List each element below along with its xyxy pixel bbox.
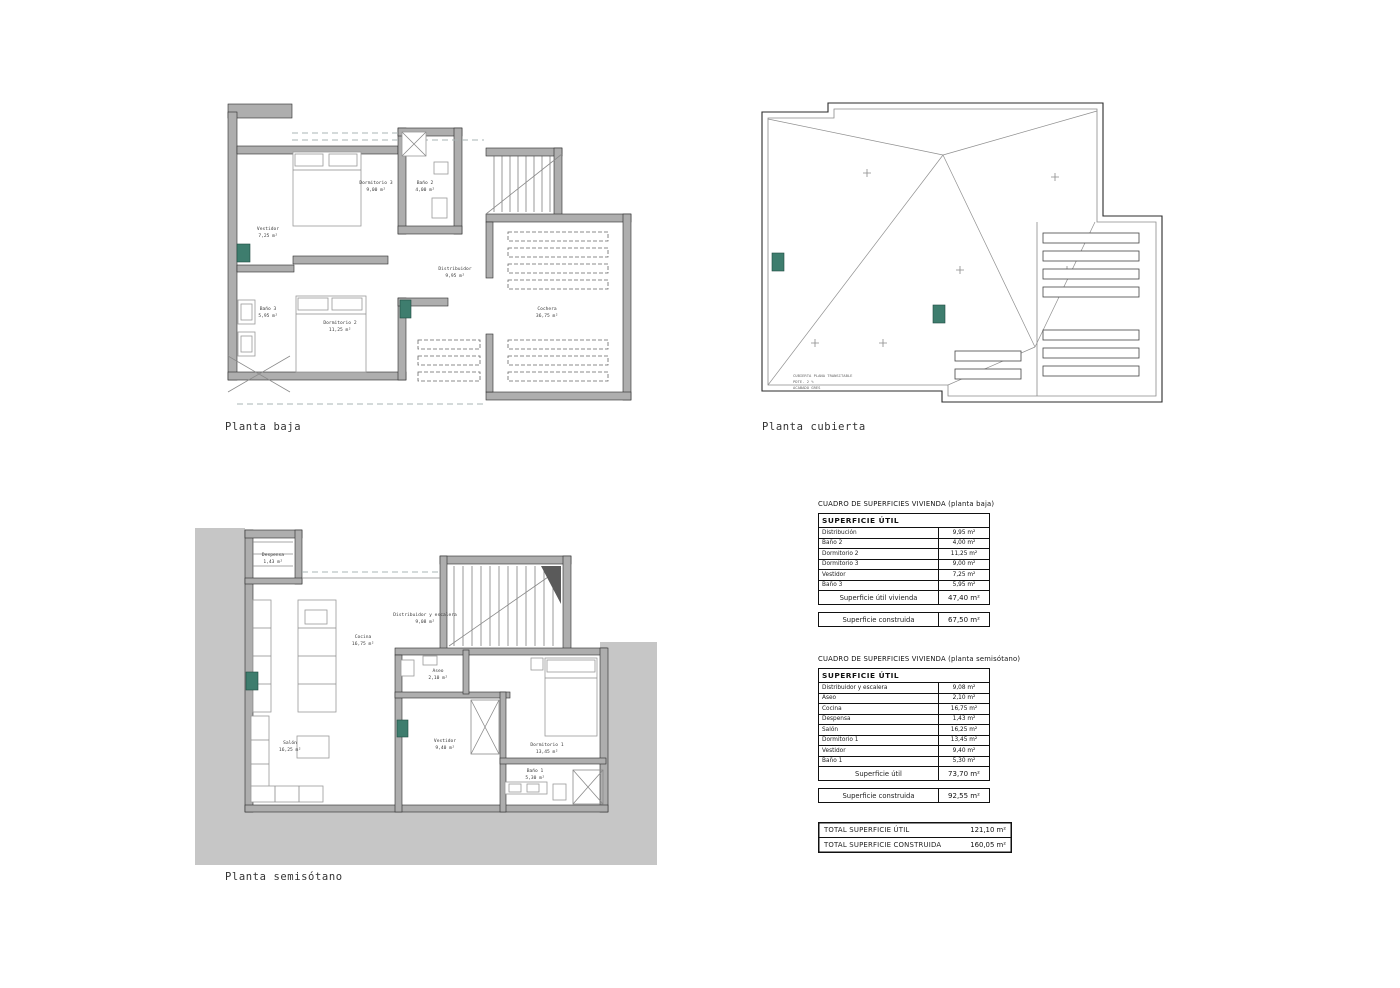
table-row [819,549,989,560]
table-body [819,683,989,766]
table-row-value: 5,95 m² [938,581,989,591]
table-row-value: 5,30 m² [938,757,989,767]
table-row-label: Baño 2 [822,540,843,547]
table-row-value: 9,00 m² [938,560,989,570]
table-row [819,838,1011,852]
room-label: Baño 3 [259,307,277,312]
roof-note-line: ACABADO GRES [793,385,821,390]
table-row-label: Salón [822,726,839,733]
room-area: 9,40 m² [435,746,455,751]
terrace-edge-dashes [302,572,440,578]
room-label: Salón [283,741,297,746]
table-row [819,715,989,726]
room-label: Dormitorio 1 [530,743,564,748]
room-label: Dormitorio 3 [359,181,393,186]
totals-table [818,822,1012,853]
table-header: SUPERFICIE ÚTIL [819,514,989,528]
table-row [819,581,989,591]
table-row [819,683,989,694]
table-total-row [819,590,989,604]
table-row [819,725,989,736]
room-label: Vestidor [256,227,280,232]
built-value: 92,55 m² [938,789,989,802]
roof-note-line: PDTE. 2 % [793,379,814,384]
built-value: 67,50 m² [938,613,989,626]
room-area: 5,95 m² [258,314,278,319]
room-label: Dormitorio 2 [323,321,357,326]
built-label: Superficie construida [842,791,915,800]
room-area: 1,43 m² [263,560,283,565]
table-row-value: 16,25 m² [938,725,989,735]
superficie-construida-table [818,612,990,627]
built-label: Superficie construida [842,615,915,624]
room-area: 7,25 m² [258,234,278,239]
room-area: 9,00 m² [366,188,386,193]
room-area: 9,95 m² [445,274,465,279]
table-row-label: Distribución [822,529,857,536]
roof-note-line: CUBIERTA PLANA TRANSITABLE [793,373,853,378]
superficie-construida-table [818,788,990,803]
room-area: 11,25 m² [328,328,352,333]
table-row-label: TOTAL SUPERFICIE CONSTRUIDA [824,841,942,849]
room-label: Cochera [537,307,557,312]
total-value: 73,70 m² [938,767,989,780]
table-row-label: Aseo [822,695,837,702]
table-row-label: Dormitorio 2 [822,550,859,557]
table-total-row [819,766,989,780]
stairs-icon [486,154,562,214]
table-row-value: 121,10 m² [970,826,1006,834]
superficie-util-table [818,513,990,605]
table-row [819,613,989,626]
table-row-label: Vestidor [822,571,846,578]
table-row-value: 11,25 m² [938,549,989,559]
table-row-value: 9,08 m² [938,683,989,693]
pergola-slats [418,232,608,381]
table-row-value: 7,25 m² [938,570,989,580]
table-row-label: Distribuidor y escalera [822,684,888,691]
room-area: 5,30 m² [525,776,545,781]
room-label: Baño 1 [526,769,544,774]
room-area: 13,45 m² [535,750,559,755]
room-label: Despensa [261,553,285,558]
room-label: Baño 2 [416,181,434,186]
surface-table-planta-semisotano [818,655,1021,803]
caption-planta-baja: Planta baja [225,421,302,433]
surface-table-planta-baja [818,500,995,627]
table-row-value: 4,00 m² [938,539,989,549]
table-row [819,823,1011,838]
floorplan-planta-baja [225,98,635,416]
total-label: Superficie útil vivienda [839,593,918,602]
table-row-label: Dormitorio 1 [822,737,859,744]
room-area: 2,10 m² [428,676,448,681]
table-row [819,746,989,757]
room-area: 4,00 m² [415,188,435,193]
table-title: CUADRO DE SUPERFICIES VIVIENDA (planta semisótano) [818,655,1021,663]
table-row-label: Despensa [822,716,851,723]
table-row-value: 9,40 m² [938,746,989,756]
table-row-value: 13,45 m² [938,736,989,746]
table-row-value: 16,75 m² [938,704,989,714]
total-label: Superficie útil [855,769,902,778]
room-label: Distribuidor y escalera [393,613,457,618]
room-area: 16,75 m² [351,642,375,647]
total-value: 47,40 m² [938,591,989,604]
table-header: SUPERFICIE ÚTIL [819,669,989,683]
table-row-value: 160,05 m² [970,841,1006,849]
table-row [819,570,989,581]
table-row-label: Baño 1 [822,758,843,765]
caption-planta-cubierta: Planta cubierta [762,421,866,433]
table-row-label: Baño 3 [822,582,843,589]
table-row [819,539,989,550]
table-row-value: 1,43 m² [938,715,989,725]
room-label: Distribuidor [438,267,472,272]
stairs-icon [449,566,561,646]
table-row-value: 9,95 m² [938,528,989,538]
room-label: Aseo [432,669,444,674]
table-row-value: 2,10 m² [938,694,989,704]
table-title: CUADRO DE SUPERFICIES VIVIENDA (planta baja) [818,500,995,508]
table-row [819,704,989,715]
table-row-label: Dormitorio 3 [822,561,859,568]
table-row [819,736,989,747]
room-label: Vestidor [433,739,457,744]
floorplan-planta-semisotano [195,520,665,865]
table-row [819,560,989,571]
table-row [819,528,989,539]
table-row [819,757,989,767]
room-area: 16,25 m² [278,748,302,753]
room-area: 36,75 m² [535,314,559,319]
table-row-label: Vestidor [822,747,846,754]
caption-planta-semisotano: Planta semisótano [225,871,343,883]
superficie-util-table [818,668,990,781]
room-label: Cocina [354,635,372,640]
table-row-label: TOTAL SUPERFICIE ÚTIL [824,826,910,834]
table-body [819,528,989,590]
floorplan-planta-cubierta [755,95,1175,415]
table-row [819,694,989,705]
room-area: 9,08 m² [415,620,435,625]
table-row-label: Cocina [822,705,842,712]
table-row [819,789,989,802]
